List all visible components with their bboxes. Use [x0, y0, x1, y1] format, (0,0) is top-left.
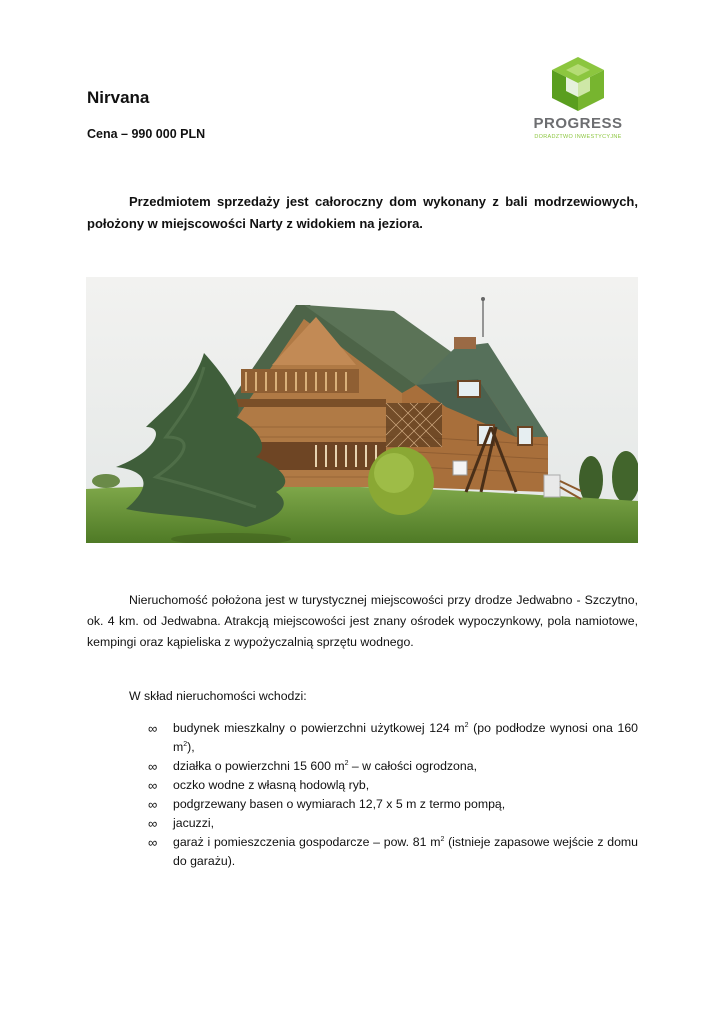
list-heading: W skład nieruchomości wchodzi: — [129, 689, 307, 703]
list-item: ∞ podgrzewany basen o wymiarach 12,7 x 5 m z termo pompą, — [148, 797, 506, 812]
logo-cube-icon — [528, 55, 628, 115]
house-photo — [86, 277, 638, 543]
infinity-bullet-icon: ∞ — [148, 759, 158, 774]
intro-paragraph: Przedmiotem sprzedaży jest całoroczny dom wykonany z bali modrzewiowych, położony w miejscowości Narty z widokiem na jeziora. — [87, 194, 638, 231]
infinity-bullet-icon: ∞ — [148, 797, 158, 812]
logo-tagline: DORADZTWO INWESTYCYJNE — [534, 134, 622, 140]
list-item: ∞ oczko wodne z własną hodowlą ryb, — [148, 778, 370, 793]
infinity-bullet-icon: ∞ — [148, 778, 158, 793]
company-logo — [528, 55, 628, 143]
list-item: ∞ garaż i pomieszczenia gospodarcze – pow. 81 $m^2$ (istnieje zapasowe wejście z domu do garażu). — [148, 835, 638, 868]
price-line: Cena – 990 000 PLN — [87, 127, 206, 141]
infinity-bullet-icon: ∞ — [148, 816, 158, 831]
list-item: ∞ budynek mieszkalny o powierzchni użytkowej 124 $m^2$ (po podłodze wynosi ona 160 $m^2$), — [148, 721, 638, 754]
infinity-bullet-icon: ∞ — [148, 835, 158, 850]
location-paragraph: Nieruchomość położona jest w turystycznej miejscowości przy drodze Jedwabno - Szczytno, ok. 4 km. od Jedwabna. Atrakcją miejscowości jest znany ośrodek wypoczynkowy, pola namiotowe, kempingi oraz kąpieliska z wypożyczalnią sprzętu wodnego. — [87, 593, 638, 649]
page-title: Nirvana — [87, 88, 150, 107]
infinity-bullet-icon: ∞ — [148, 721, 158, 736]
list-item: ∞ działka o powierzchni 15 600 $m^2$ – w całości ogrodzona, — [148, 759, 477, 774]
logo-name: PROGRESS — [533, 115, 623, 132]
list-item: ∞ jacuzzi, — [148, 816, 215, 831]
features-list — [148, 719, 638, 871]
